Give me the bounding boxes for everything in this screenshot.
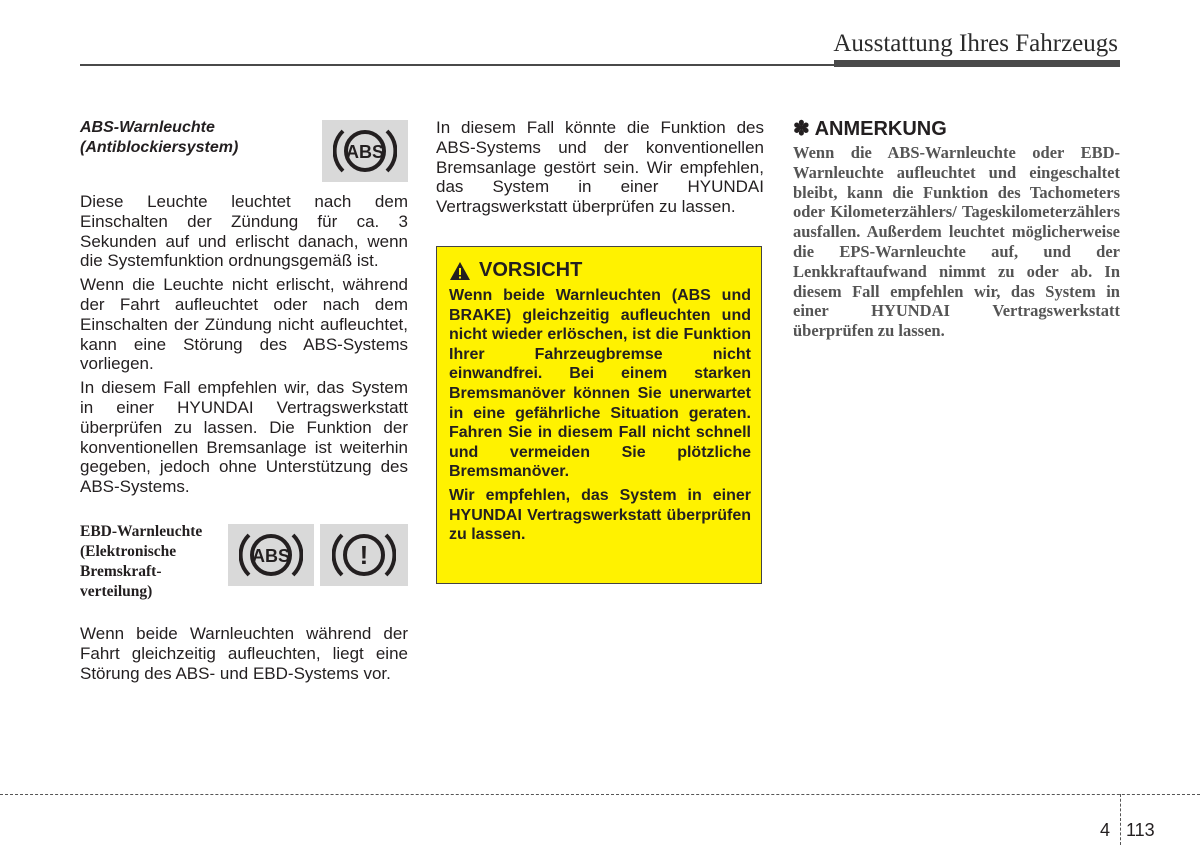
- footer-divider: [0, 794, 1200, 795]
- caution-box: [436, 246, 762, 584]
- col2-paragraph: In diesem Fall könnte die Funktion des ABS-Systems und der konventionellen Bremsanlage gestört sein. Wir empfehlen, das System in einer HYUNDAI Vertragswerkstatt überprüfen zu lassen.: [436, 118, 764, 217]
- middle-column: [436, 118, 764, 221]
- abs-heading-line1: ABS-Warnleuchte: [80, 119, 215, 136]
- caution-recommendation: Wir empfehlen, das System in einer HYUNDAI Vertragswerkstatt überprüfen zu lassen.: [449, 486, 751, 544]
- header-rule-accent: [834, 60, 1120, 67]
- abs-heading: [80, 118, 310, 158]
- caution-title: VORSICHT: [479, 259, 583, 281]
- ebd-heading-line: EBD-Warnleuchte: [80, 523, 203, 540]
- caution-text: Wenn beide Warnleuchten (ABS und BRAKE) gleichzeitig aufleuchten und nicht wieder erlöschen, ist die Funktion Ihrer Fahrzeugbremse nicht einwandfrei. Bei einem starken Bremsmanöver können Sie unerwartet in eine gefährliche Situation geraten. Fahren Sie in diesem Fall nicht schnell und vermeiden Sie plötzliche Bremsmanöver.: [449, 287, 751, 481]
- ebd-body: [80, 624, 408, 687]
- page-header-title: Ausstattung Ihres Fahrzeugs: [833, 30, 1118, 57]
- ebd-heading-line: (Elektronische: [80, 543, 177, 560]
- abs-paragraph: Wenn die Leuchte nicht erlischt, während der Fahrt aufleuchtet oder nach dem Einschalten der Zündung nicht aufleuchtet, kann eine Störung des ABS-Systems vorliegen.: [80, 275, 408, 374]
- right-column: [793, 116, 1120, 341]
- page-number: 113: [1126, 820, 1155, 840]
- footer-vertical-divider: [1120, 794, 1121, 845]
- chapter-number: 4: [1100, 820, 1111, 840]
- abs-warning-icon: [322, 120, 408, 182]
- abs-icon-label: ABS: [345, 142, 385, 162]
- warning-triangle-icon: [449, 261, 471, 281]
- caution-heading: [449, 259, 751, 282]
- brake-warning-icon: [320, 524, 408, 586]
- abs-paragraph: In diesem Fall empfehlen wir, das System in einer HYUNDAI Vertragswerkstatt überprüfen zu lassen. Die Funktion der konventionellen Bremsanlage ist weiterhin gegeben, jedoch ohne Unterstützung des ABS-Systems.: [80, 378, 408, 497]
- abs-body: [80, 192, 408, 501]
- ebd-abs-icon-label: ABS: [251, 546, 291, 566]
- ebd-heading-line: verteilung): [80, 583, 153, 600]
- ebd-paragraph: Wenn beide Warnleuchten während der Fahrt gleichzeitig aufleuchten, liegt eine Störung des ABS- und EBD-Systems vor.: [80, 624, 408, 683]
- ebd-heading: [80, 522, 230, 602]
- abs-paragraph: Diese Leuchte leuchtet nach dem Einschalten der Zündung für ca. 3 Sekunden auf und erlischt danach, wenn die Systemfunktion ordnungsgemäß ist.: [80, 192, 408, 271]
- ebd-heading-line: Bremskraft-: [80, 563, 162, 580]
- ebd-abs-icon: [228, 524, 314, 586]
- brake-icon-label: !: [359, 540, 369, 570]
- note-title: ✽ ANMERKUNG: [793, 118, 947, 140]
- abs-heading-line2: (Antiblockiersystem): [80, 139, 239, 156]
- note-text: Wenn die ABS-Warnleuchte oder EBD-Warnleuchte aufleuchtet und eingeschaltet bleibt, kann die Funktion des Tachometers oder Kilometerzählers/ Tageskilometerzählers ausfallen. Außerdem leuchtet möglicherweise die EPS-Warnleuchte auf, und der Lenkkraftaufwand nimmt zu oder ab. In diesem Fall empfehlen wir, das System in einer HYUNDAI Vertragswerkstatt überprüfen zu lassen.: [793, 143, 1120, 341]
